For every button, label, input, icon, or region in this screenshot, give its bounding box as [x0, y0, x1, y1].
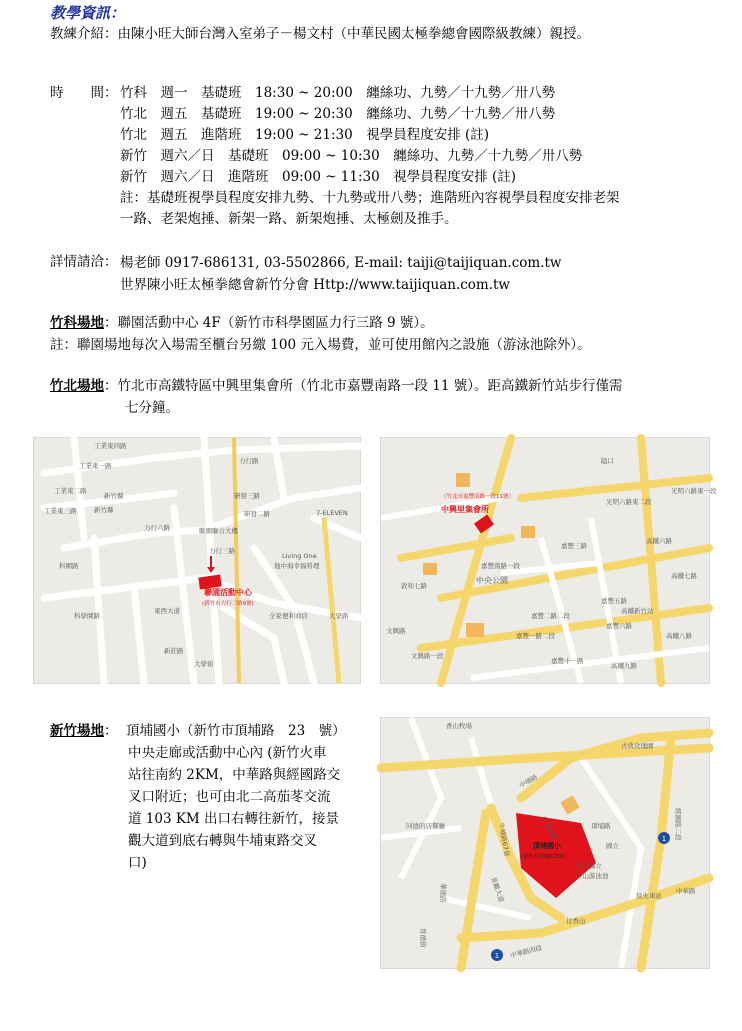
- svg-text:研發三路: 研發三路: [234, 492, 260, 500]
- map-hsinchu-target-addr: (新竹市頂埔路23號): [521, 854, 567, 860]
- svg-text:東西大道: 東西大道: [154, 607, 180, 615]
- svg-text:光明六路東一段: 光明六路東一段: [671, 487, 717, 495]
- svg-text:國立: 國立: [606, 842, 619, 850]
- contact-phone-email[interactable]: 楊老師 0917-686131, 03-5502866, E-mail: taiji@taijiquan.com.tw: [120, 255, 562, 271]
- svg-text:敦和七路: 敦和七路: [401, 582, 427, 590]
- svg-text:牛埔路67巷: 牛埔路67巷: [497, 821, 511, 858]
- svg-text:嘉豐二路二段: 嘉豐二路二段: [531, 612, 570, 620]
- schedule-row-hsinchu-advanced: 新竹 週六／日 進階班 09:00 ~ 11:30 視學員程度安排 (註): [120, 169, 517, 185]
- coach-text: 由陳小旺大師台灣入室弟子－楊文村（中華民國太極拳總會國際級教練）親授。: [117, 26, 590, 42]
- svg-text:科學園路: 科學園路: [74, 612, 100, 620]
- venue-zhuke: [50, 312, 591, 356]
- section-heading: 教學資訊：: [50, 4, 126, 22]
- venue-zhuke-note: 註：聯園場地每次入場需至櫃台另繳 100 元入場費，並可使用館內之設施（游泳池除外）。: [50, 337, 591, 353]
- svg-text:育德街: 育德街: [419, 928, 427, 948]
- venue-hsinchu-line: 觀大道到底右轉與牛埔東路交叉: [128, 833, 317, 849]
- svg-text:新竹縣立: 新竹縣立: [576, 862, 602, 870]
- schedule-row-zhubei-advanced: 竹北 週五 進階班 19:00 ~ 21:30 視學員程度安排 (註): [120, 127, 490, 143]
- svg-text:嘉豐南路一段: 嘉豐南路一段: [481, 562, 520, 570]
- svg-text:聯園聯合大樓: 聯園聯合大樓: [199, 527, 238, 535]
- svg-text:嘉豐三路: 嘉豐三路: [561, 542, 587, 550]
- svg-text:工業東四路: 工業東四路: [94, 442, 127, 450]
- map-zhubei-target-label: 中興里集會所: [441, 505, 489, 514]
- svg-text:高鐵七路: 高鐵七路: [671, 572, 697, 580]
- schedule-row-hsinchu-basic: 新竹 週六／日 基礎班 09:00 ~ 10:30 纏絲功、九勢／十九勢／卅八勢: [120, 148, 583, 164]
- svg-text:科園路: 科園路: [59, 562, 79, 570]
- map-zhuke[interactable]: [33, 437, 361, 684]
- svg-text:嘉豐五路: 嘉豐五路: [601, 597, 627, 605]
- schedule-row-zhubei-basic: 竹北 週五 基礎班 19:00 ~ 20:30 纏絲功、九勢／十九勢／卅八勢: [120, 106, 556, 122]
- map-zhubei[interactable]: [380, 437, 717, 684]
- svg-text:中華路: 中華路: [676, 887, 696, 895]
- svg-text:力行路: 力行路: [239, 457, 259, 465]
- schedule-list: [120, 83, 620, 230]
- map-zhuke-target-addr: (新竹市力行三路9號): [202, 601, 254, 607]
- svg-text:經國路二段: 經國路二段: [674, 808, 682, 841]
- svg-text:新竹縣: 新竹縣: [104, 492, 124, 500]
- venue-zhuke-label: 竹科場地: [50, 315, 104, 331]
- venue-hsinchu-line: 叉口附近；也可由北二高茄苳交流: [128, 789, 331, 805]
- svg-text:工業東三路: 工業東三路: [44, 507, 77, 515]
- schedule-note-line1: 註：基礎班視學員程度安排九勢、十九勢或卅八勢；進階班內容視學員程度安排老架: [120, 190, 620, 206]
- svg-text:光明六路東二段: 光明六路東二段: [606, 498, 652, 506]
- venue-hsinchu-line: 口): [128, 855, 147, 871]
- venue-hsinchu-line: 站往南約 2KM，中華路與經國路交: [128, 767, 341, 783]
- svg-text:Living One: Living One: [282, 552, 317, 560]
- venue-zhubei-walk: 七分鐘。: [125, 400, 179, 416]
- venue-hsinchu-line: 道 103 KM 出口右轉往新竹，接景: [128, 811, 340, 827]
- svg-text:1: 1: [494, 952, 500, 960]
- svg-text:研發二路: 研發二路: [244, 510, 270, 518]
- svg-text:往香山: 往香山: [566, 917, 586, 925]
- svg-text:地中海幸福料理: 地中海幸福料理: [274, 562, 320, 570]
- svg-text:嘉豐十一路: 嘉豐十一路: [551, 657, 584, 665]
- venue-zhubei-address: ：竹北市高鐵特區中興里集會所（竹北市嘉豐南路一段 11 號）。距高鐵新竹站步行僅需: [104, 378, 623, 394]
- svg-text:華德路: 華德路: [439, 883, 447, 903]
- svg-text:頂埔路: 頂埔路: [591, 822, 611, 830]
- map-hsinchu[interactable]: [380, 717, 710, 969]
- schedule-note-line2: 一路、老架炮捶、新架一路、新架炮捶、太極劍及推手。: [120, 211, 458, 227]
- contact-label: 詳情請洽：: [50, 254, 118, 270]
- svg-text:新竹縣: 新竹縣: [94, 506, 114, 514]
- svg-text:力行六路: 力行六路: [144, 524, 170, 532]
- coach-label: 教練介紹：: [50, 26, 118, 42]
- svg-text:香山牧場: 香山牧場: [446, 722, 472, 730]
- coach-row: [50, 24, 590, 44]
- svg-text:大學路: 大學路: [329, 612, 349, 620]
- venue-hsinchu-line: 中央走廊或活動中心內 (新竹火車: [128, 745, 327, 761]
- map-hsinchu-target-label: 頂埔國小: [533, 842, 561, 850]
- svg-text:工業東一路: 工業東一路: [79, 462, 112, 470]
- schedule-row-zhuke-basic: 竹科 週一 基礎班 18:30 ~ 20:00 纏絲功、九勢／十九勢／卅八勢: [120, 85, 556, 101]
- svg-text:全家便利商店: 全家便利商店: [269, 612, 308, 620]
- venue-hsinchu-label: 新竹場地: [50, 723, 104, 739]
- svg-text:高鐵六路: 高鐵六路: [646, 537, 672, 545]
- svg-text:7-ELEVEN: 7-ELEVEN: [316, 509, 348, 517]
- svg-text:牛埔東路: 牛埔東路: [539, 815, 560, 842]
- svg-text:高鐵新竹站: 高鐵新竹站: [621, 607, 654, 615]
- svg-text:高鐵九路: 高鐵九路: [611, 662, 637, 670]
- svg-text:工業東二路: 工業東二路: [54, 487, 87, 495]
- svg-text:大學街: 大學街: [194, 660, 214, 668]
- schedule-label: 時 間：: [50, 85, 118, 101]
- venue-zhubei-label: 竹北場地: [50, 378, 104, 394]
- svg-text:嘉豐六路: 嘉豐六路: [606, 622, 632, 630]
- svg-text:1: 1: [661, 835, 667, 843]
- svg-text:高鐵八路: 高鐵八路: [666, 632, 692, 640]
- venue-hsinchu-colon: ：: [104, 723, 118, 739]
- venue-zhuke-address: ：聯園活動中心 4F（新竹市科學園區力行三路 9 號）。: [104, 315, 434, 331]
- svg-text:文興路一段: 文興路一段: [411, 652, 444, 660]
- svg-text:新莊路: 新莊路: [164, 647, 184, 655]
- venue-hsinchu-description: [126, 720, 346, 874]
- svg-text:景觀大道: 景觀大道: [489, 875, 506, 904]
- svg-text:文興路: 文興路: [386, 627, 406, 635]
- svg-text:嘉豐一路二段: 嘉豐一路二段: [516, 632, 555, 640]
- map-zhubei-target-addr: （竹北市嘉豐南路一段11號）: [441, 494, 514, 500]
- svg-text:中華路四段: 中華路四段: [509, 943, 543, 960]
- svg-text:香山游泳池: 香山游泳池: [576, 872, 609, 880]
- svg-text:古典玫瑰園: 古典玫瑰園: [621, 742, 654, 750]
- map-zhuke-target-label: 聯園活動中心: [204, 588, 252, 597]
- svg-text:同德的店餐廳: 同德的店餐廳: [406, 822, 445, 830]
- contact-website-link[interactable]: 世界陳小旺太極拳總會新竹分會 Http://www.taijiquan.com.tw: [120, 277, 510, 293]
- contact-block: [120, 252, 562, 296]
- venue-hsinchu-heading: [50, 720, 118, 742]
- svg-text:中埔路: 中埔路: [518, 773, 539, 790]
- venue-hsinchu-line: 頂埔國小（新竹市頂埔路 23 號）: [126, 723, 346, 739]
- svg-text:中央公園: 中央公園: [476, 576, 508, 585]
- venue-zhubei: [50, 375, 623, 419]
- svg-text:往火車站: 往火車站: [636, 892, 662, 900]
- svg-text:隘口: 隘口: [601, 457, 614, 465]
- svg-text:力行三路: 力行三路: [209, 547, 235, 555]
